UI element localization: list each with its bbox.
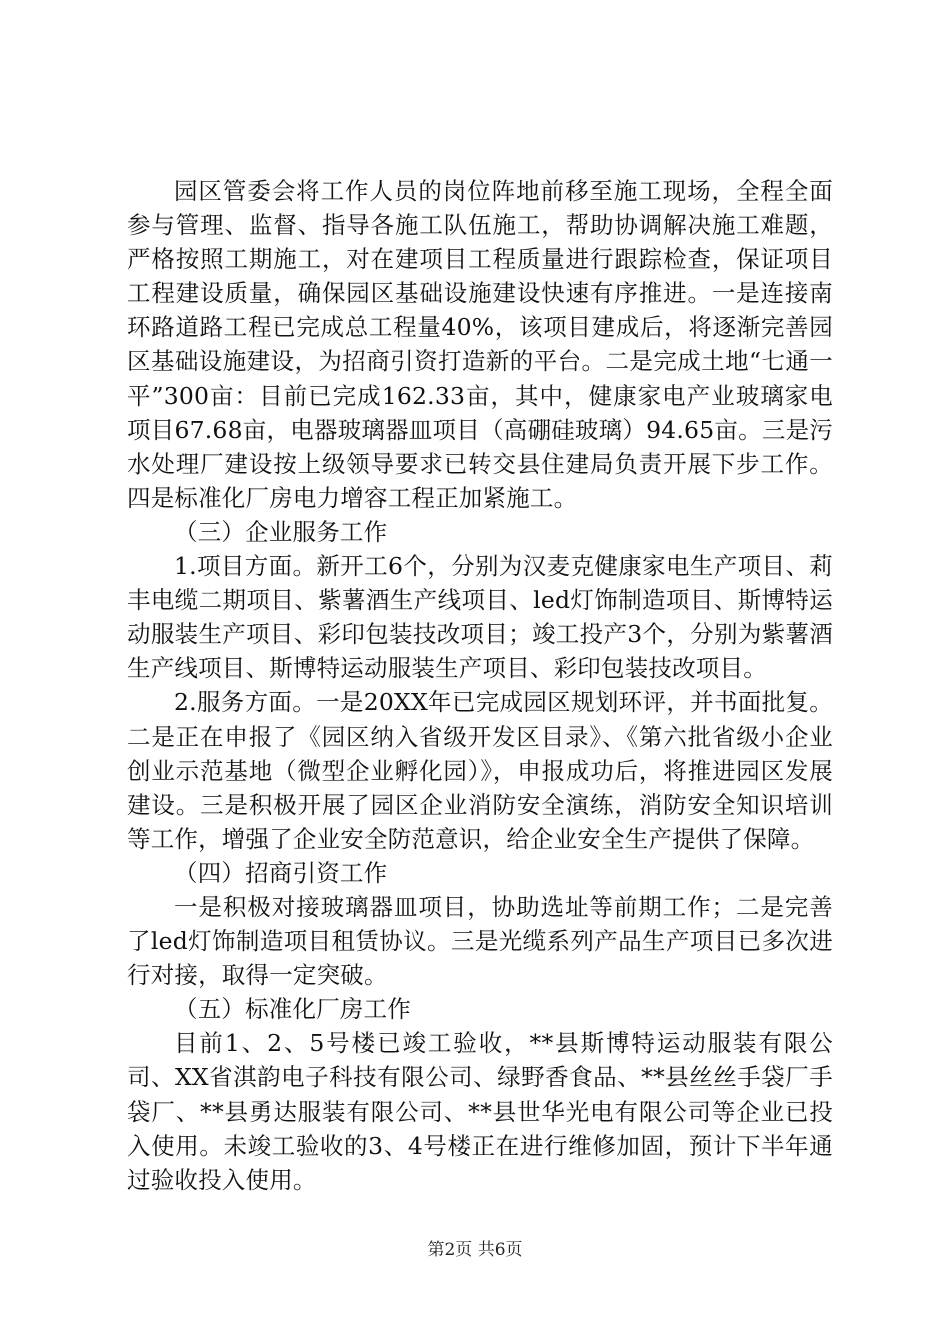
paragraph-investment: 一是积极对接玻璃器皿项目，协助选址等前期工作；二是完善了led灯饰制造项目租赁协议。三是光缆系列产品生产项目已多次进行对接，取得一定突破。	[127, 892, 833, 990]
section-heading-investment: （四）招商引资工作	[174, 858, 388, 887]
section-heading-standard-factory: （五）标准化厂房工作	[174, 995, 411, 1024]
paragraph-infrastructure: 园区管委会将工作人员的岗位阵地前移至施工现场，全程全面参与管理、监督、指导各施工队伍施工，帮助协调解决施工难题，严格按照工期施工，对在建项目工程质量进行跟踪检查，保证项目工程建设质量，确保园区基础设施建设快速有序推进。一是连接南环路道路工程已完成总工程量40%，该项目建成后，将逐渐完善园区基础设施建设，为招商引资打造新的平台。二是完成土地“七通一平”300亩：目前已完成162.33亩，其中，健康家电产业玻璃家电项目67.68亩，电器玻璃器皿项目（高硼硅玻璃）94.65亩。三是污水处理厂建设按上级领导要求已转交县住建局负责开展下步工作。四是标准化厂房电力增容工程正加紧施工。	[127, 177, 833, 512]
paragraph-projects: 1.项目方面。新开工6个，分别为汉麦克健康家电生产项目、莉丰电缆二期项目、紫薯酒生产线项目、led灯饰制造项目、斯博特运动服装生产项目、彩印包装技改项目；竣工投产3个，分别为紫薯酒生产线项目、斯博特运动服装生产项目、彩印包装技改项目。	[127, 552, 833, 683]
page-number-footer: 第2页 共6页	[427, 1240, 523, 1260]
section-heading-enterprise-service: （三）企业服务工作	[174, 517, 388, 546]
paragraph-standard-factory: 目前1、2、5号楼已竣工验收，**县斯博特运动服装有限公司、XX省淇韵电子科技有限公司、绿野香食品、**县丝丝手袋厂手袋厂、**县勇达服装有限公司、**县世华光电有限公司等企业已投入使用。未竣工验收的3、4号楼正在进行维修加固，预计下半年通过验收投入使用。	[127, 1029, 833, 1194]
document-body	[127, 174, 833, 1197]
paragraph-services: 2.服务方面。一是20XX年已完成园区规划环评，并书面批复。二是正在申报了《园区纳入省级开发区目录》、《第六批省级小企业创业示范基地（微型企业孵化园）》，申报成功后，将推进园区发展建设。三是积极开展了园区企业消防安全演练，消防安全知识培训等工作，增强了企业安全防范意识，给企业安全生产提供了保障。	[127, 688, 833, 853]
